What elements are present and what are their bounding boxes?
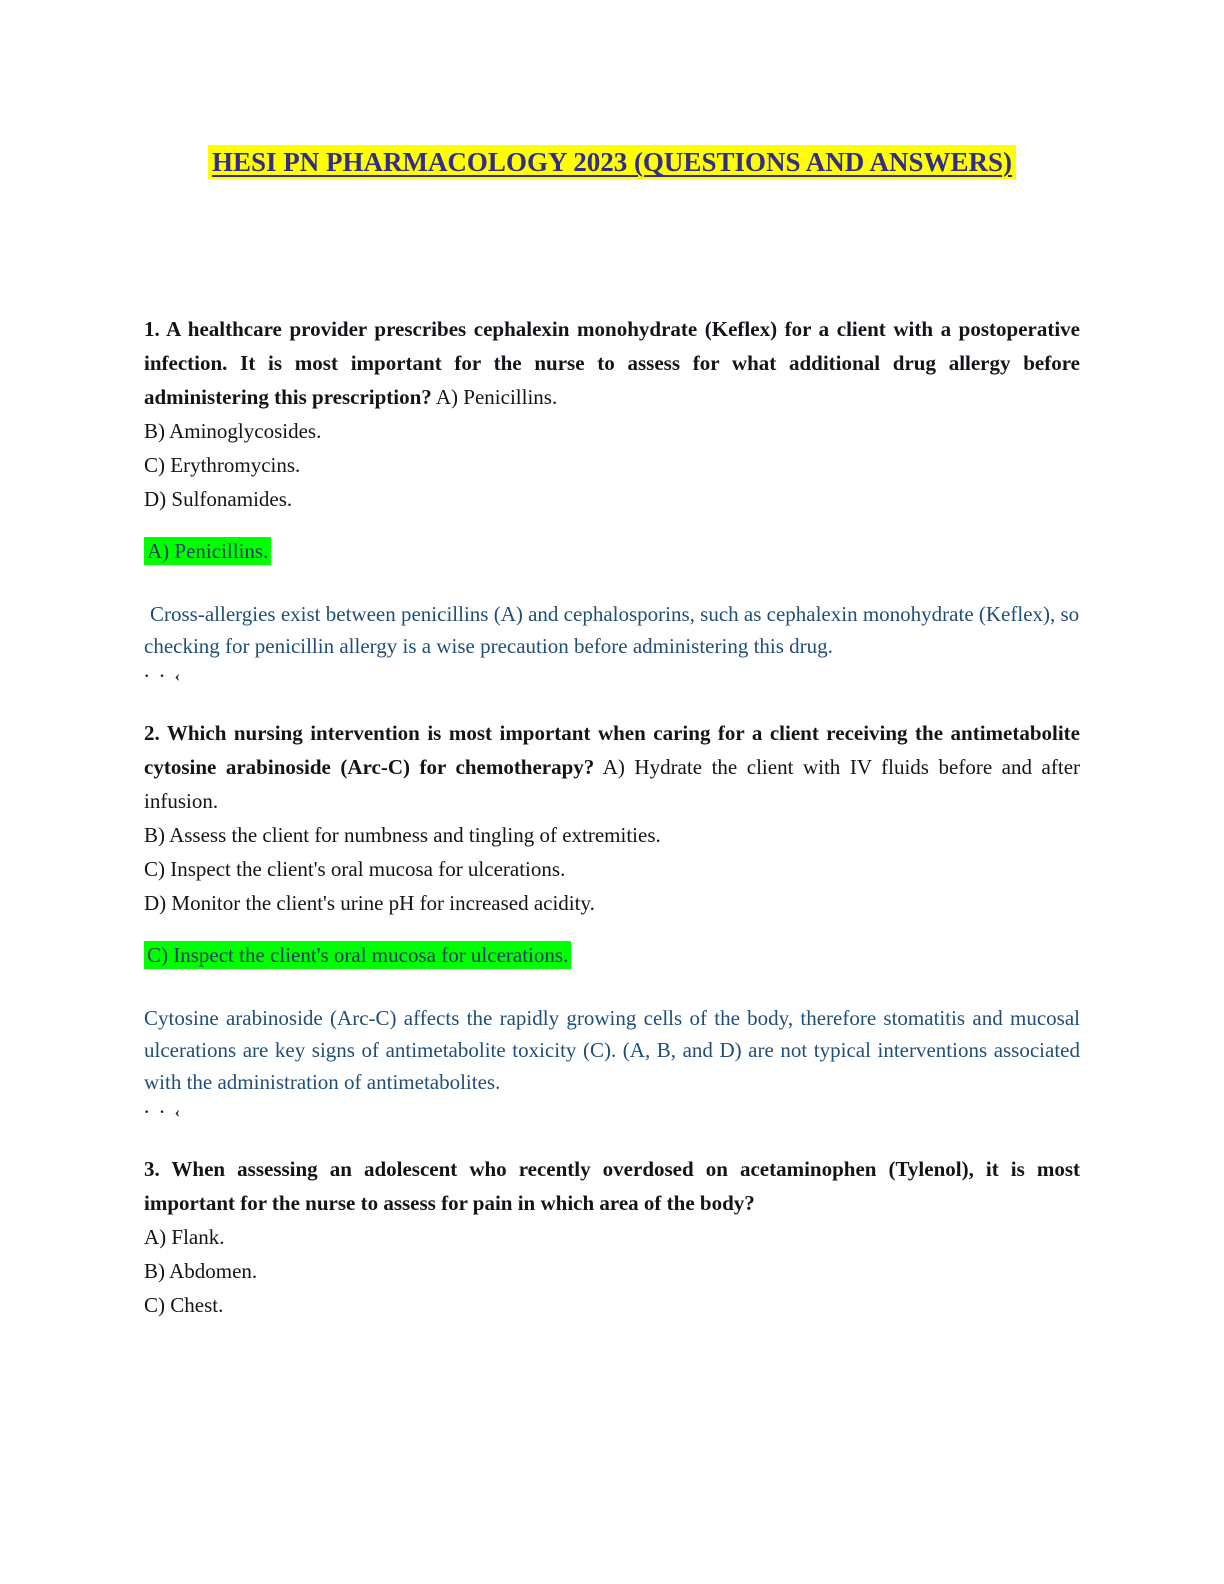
question-block-1	[144, 312, 1080, 688]
question-2-option-d: D) Monitor the client's urine pH for increased acidity.	[144, 891, 595, 915]
question-1-stem: 1. A healthcare provider prescribes cephalexin monohydrate (Keflex) for a client with a postoperative infection. It is most important for the nurse to assess for what additional drug allergy before administering this prescription?	[144, 317, 1080, 409]
question-3-option-a: A) Flank.	[144, 1225, 225, 1249]
comment-marker-icon: · · ‹	[144, 668, 183, 685]
question-2-explanation: Cytosine arabinoside (Arc-C) affects the rapidly growing cells of the body, therefore stomatitis and mucosal ulcerations are key signs of antimetabolite toxicity (C). (A, B, and D) are not typical interventions associated with the administration of antimetabolites.	[144, 1006, 1080, 1094]
question-3-stem: 3. When assessing an adolescent who recently overdosed on acetaminophen (Tylenol), it is most important for the nurse to assess for pain in which area of the body?	[144, 1157, 1080, 1215]
question-1-text	[144, 312, 1080, 414]
question-3-option-b: B) Abdomen.	[144, 1259, 258, 1283]
question-1-option-a: A) Penicillins.	[435, 385, 558, 409]
page-title	[144, 142, 1080, 182]
question-3-text	[144, 1152, 1080, 1220]
page-title-highlight: HESI PN PHARMACOLOGY 2023 (QUESTIONS AND ANSWERS)	[208, 145, 1016, 179]
question-3-option-c: C) Chest.	[144, 1293, 224, 1317]
question-1-option-d: D) Sulfonamides.	[144, 487, 293, 511]
question-1-option-c: C) Erythromycins.	[144, 453, 301, 477]
comment-marker-icon: · · ‹	[144, 1104, 183, 1121]
question-2-answer	[144, 938, 1080, 972]
question-2-text	[144, 716, 1080, 818]
question-block-2	[144, 716, 1080, 1124]
question-1-answer	[144, 534, 1080, 568]
question-2-option-b: B) Assess the client for numbness and tingling of extremities.	[144, 823, 661, 847]
question-2-stem: 2. Which nursing intervention is most important when caring for a client receiving the antimetabolite cytosine arabinoside (Arc-C) for chemotherapy?	[144, 721, 1080, 779]
question-2-option-c: C) Inspect the client's oral mucosa for ulcerations.	[144, 857, 566, 881]
question-1-explanation: Cross-allergies exist between penicillins (A) and cephalosporins, such as cephalexin monohydrate (Keflex), so checking for penicillin allergy is a wise precaution before administering this drug.	[144, 602, 1080, 658]
question-block-3	[144, 1152, 1080, 1322]
question-2-answer-highlight: C) Inspect the client's oral mucosa for ulcerations.	[144, 941, 571, 969]
question-1-answer-highlight: A) Penicillins.	[144, 537, 271, 565]
question-1-option-b: B) Aminoglycosides.	[144, 419, 322, 443]
question-2-option-a: A) Hydrate the client with IV fluids before and after infusion.	[144, 755, 1081, 813]
